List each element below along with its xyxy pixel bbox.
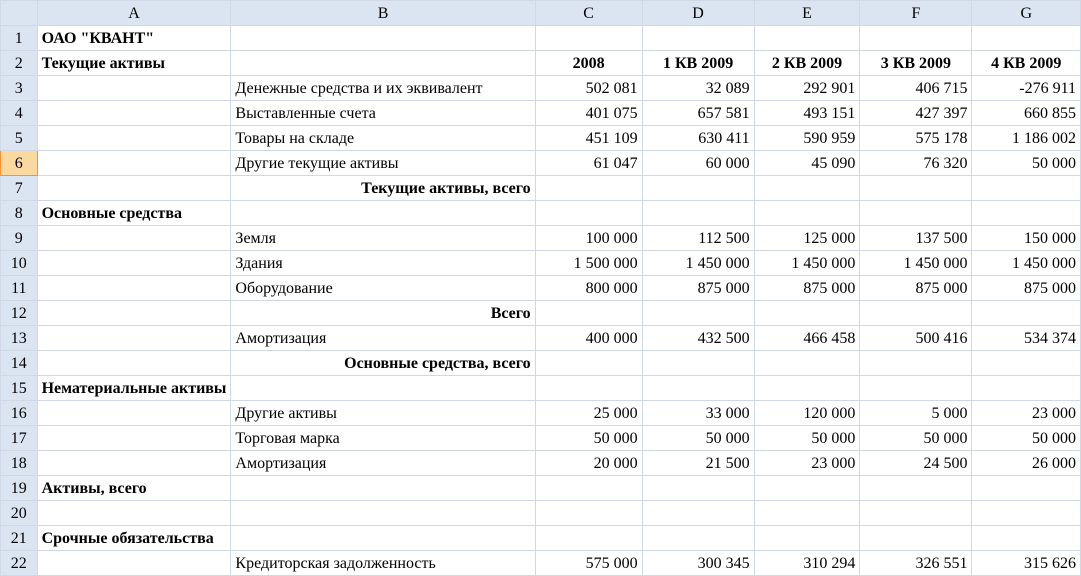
row-header[interactable]: 4 xyxy=(1,101,38,126)
cell-c[interactable]: 575 000 xyxy=(535,551,642,576)
cell-b[interactable]: Другие активы xyxy=(231,401,535,426)
cell-a[interactable] xyxy=(37,101,231,126)
cell-f[interactable]: 1 450 000 xyxy=(860,251,972,276)
row-header[interactable]: 21 xyxy=(1,526,38,551)
cell-a[interactable]: Текущие активы xyxy=(37,51,231,76)
select-all-corner[interactable] xyxy=(1,1,38,26)
cell-a[interactable] xyxy=(37,126,231,151)
cell-f[interactable] xyxy=(860,26,972,51)
cell-b[interactable]: Здания xyxy=(231,251,535,276)
cell-a[interactable]: Срочные обязательства xyxy=(37,526,231,551)
column-header-e[interactable]: E xyxy=(754,1,860,26)
cell-g[interactable]: 875 000 xyxy=(972,276,1081,301)
cell-d[interactable]: 33 000 xyxy=(642,401,754,426)
cell-d[interactable]: 60 000 xyxy=(642,151,754,176)
table-row xyxy=(1,476,1081,501)
row-header[interactable]: 14 xyxy=(1,351,38,376)
row-header[interactable]: 13 xyxy=(1,326,38,351)
cell-e[interactable]: 120 000 xyxy=(754,401,860,426)
cell-g[interactable] xyxy=(972,201,1081,226)
cell-d[interactable] xyxy=(642,476,754,501)
column-header-c[interactable]: C xyxy=(535,1,642,26)
cell-g[interactable]: 534 374 xyxy=(972,326,1081,351)
cell-g[interactable]: -276 911 xyxy=(972,76,1081,101)
cell-c[interactable] xyxy=(535,476,642,501)
column-header-a[interactable]: A xyxy=(37,1,231,26)
table-row xyxy=(1,101,1081,126)
cell-b[interactable]: Земля xyxy=(231,226,535,251)
cell-b[interactable]: Кредиторская задолженность xyxy=(231,551,535,576)
cell-g[interactable] xyxy=(972,526,1081,551)
cell-d[interactable] xyxy=(642,201,754,226)
cell-a[interactable] xyxy=(37,226,231,251)
table-row xyxy=(1,26,1081,51)
table-row xyxy=(1,401,1081,426)
cell-d[interactable]: 1 450 000 xyxy=(642,251,754,276)
row-header[interactable]: 20 xyxy=(1,501,38,526)
cell-e[interactable] xyxy=(754,501,860,526)
table-row xyxy=(1,251,1081,276)
table-row xyxy=(1,51,1081,76)
cell-g[interactable]: 4 КВ 2009 xyxy=(972,51,1081,76)
cell-d[interactable] xyxy=(642,301,754,326)
cell-c[interactable]: 400 000 xyxy=(535,326,642,351)
cell-d[interactable]: 657 581 xyxy=(642,101,754,126)
table-row xyxy=(1,201,1081,226)
row-header[interactable]: 11 xyxy=(1,276,38,301)
cell-b[interactable] xyxy=(231,201,535,226)
column-header-b[interactable]: B xyxy=(231,1,535,26)
cell-e[interactable] xyxy=(754,176,860,201)
row-header[interactable]: 6 xyxy=(1,151,38,176)
cell-g[interactable] xyxy=(972,351,1081,376)
cell-c[interactable]: 25 000 xyxy=(535,401,642,426)
cell-g[interactable]: 23 000 xyxy=(972,401,1081,426)
cell-e[interactable]: 875 000 xyxy=(754,276,860,301)
row-header[interactable]: 8 xyxy=(1,201,38,226)
cell-a[interactable]: Активы, всего xyxy=(37,476,231,501)
table-row xyxy=(1,526,1081,551)
cell-d[interactable]: 630 411 xyxy=(642,126,754,151)
table-row xyxy=(1,426,1081,451)
sheet-body xyxy=(1,26,1081,576)
cell-f[interactable]: 875 000 xyxy=(860,276,972,301)
cell-a[interactable] xyxy=(37,451,231,476)
cell-b[interactable]: Другие текущие активы xyxy=(231,151,535,176)
cell-c[interactable]: 20 000 xyxy=(535,451,642,476)
cell-b[interactable]: Основные средства, всего xyxy=(231,351,535,376)
cell-f[interactable] xyxy=(860,501,972,526)
cell-g[interactable]: 26 000 xyxy=(972,451,1081,476)
column-header-g[interactable]: G xyxy=(972,1,1081,26)
row-header[interactable]: 7 xyxy=(1,176,38,201)
cell-f[interactable]: 326 551 xyxy=(860,551,972,576)
cell-c[interactable] xyxy=(535,26,642,51)
cell-c[interactable]: 401 075 xyxy=(535,101,642,126)
cell-c[interactable] xyxy=(535,301,642,326)
cell-d[interactable]: 32 089 xyxy=(642,76,754,101)
cell-c[interactable]: 50 000 xyxy=(535,426,642,451)
cell-c[interactable] xyxy=(535,501,642,526)
row-header[interactable]: 9 xyxy=(1,226,38,251)
cell-c[interactable] xyxy=(535,376,642,401)
cell-a[interactable]: Основные средства xyxy=(37,201,231,226)
row-header[interactable]: 12 xyxy=(1,301,38,326)
cell-b[interactable]: Амортизация xyxy=(231,451,535,476)
row-header[interactable]: 19 xyxy=(1,476,38,501)
column-header-f[interactable]: F xyxy=(860,1,972,26)
cell-b[interactable]: Денежные средства и их эквивалент xyxy=(231,76,535,101)
cell-c[interactable] xyxy=(535,526,642,551)
cell-e[interactable] xyxy=(754,526,860,551)
cell-g[interactable] xyxy=(972,26,1081,51)
row-header[interactable]: 16 xyxy=(1,401,38,426)
column-header-row xyxy=(1,1,1081,26)
cell-f[interactable] xyxy=(860,201,972,226)
cell-a[interactable] xyxy=(37,76,231,101)
cell-d[interactable] xyxy=(642,501,754,526)
cell-b[interactable] xyxy=(231,376,535,401)
cell-e[interactable]: 310 294 xyxy=(754,551,860,576)
cell-e[interactable]: 292 901 xyxy=(754,76,860,101)
table-row xyxy=(1,226,1081,251)
cell-b[interactable]: Оборудование xyxy=(231,276,535,301)
cell-d[interactable] xyxy=(642,26,754,51)
cell-d[interactable] xyxy=(642,351,754,376)
cell-b[interactable]: Всего xyxy=(231,301,535,326)
cell-g[interactable]: 315 626 xyxy=(972,551,1081,576)
table-row xyxy=(1,76,1081,101)
table-row xyxy=(1,501,1081,526)
cell-c[interactable]: 451 109 xyxy=(535,126,642,151)
cell-f[interactable] xyxy=(860,526,972,551)
table-row xyxy=(1,551,1081,576)
cell-b[interactable]: Амортизация xyxy=(231,326,535,351)
table-row xyxy=(1,301,1081,326)
cell-d[interactable]: 1 КВ 2009 xyxy=(642,51,754,76)
row-header[interactable]: 3 xyxy=(1,76,38,101)
cell-b[interactable] xyxy=(231,476,535,501)
cell-e[interactable]: 466 458 xyxy=(754,326,860,351)
column-header-d[interactable]: D xyxy=(642,1,754,26)
cell-b[interactable]: Товары на складе xyxy=(231,126,535,151)
cell-c[interactable] xyxy=(535,176,642,201)
cell-e[interactable] xyxy=(754,301,860,326)
cell-g[interactable] xyxy=(972,476,1081,501)
cell-f[interactable]: 500 416 xyxy=(860,326,972,351)
table-row xyxy=(1,451,1081,476)
cell-d[interactable] xyxy=(642,376,754,401)
cell-e[interactable]: 45 090 xyxy=(754,151,860,176)
cell-b[interactable] xyxy=(231,526,535,551)
cell-a[interactable] xyxy=(37,326,231,351)
cell-g[interactable]: 1 450 000 xyxy=(972,251,1081,276)
cell-d[interactable] xyxy=(642,176,754,201)
cell-c[interactable] xyxy=(535,351,642,376)
cell-f[interactable] xyxy=(860,301,972,326)
cell-b[interactable] xyxy=(231,26,535,51)
cell-g[interactable] xyxy=(972,376,1081,401)
cell-c[interactable]: 100 000 xyxy=(535,226,642,251)
cell-f[interactable] xyxy=(860,376,972,401)
cell-f[interactable]: 137 500 xyxy=(860,226,972,251)
cell-d[interactable]: 300 345 xyxy=(642,551,754,576)
row-header[interactable]: 15 xyxy=(1,376,38,401)
cell-a[interactable] xyxy=(37,251,231,276)
cell-g[interactable] xyxy=(972,176,1081,201)
cell-f[interactable]: 575 178 xyxy=(860,126,972,151)
cell-c[interactable]: 2008 xyxy=(535,51,642,76)
cell-e[interactable] xyxy=(754,351,860,376)
cell-e[interactable] xyxy=(754,376,860,401)
cell-f[interactable]: 24 500 xyxy=(860,451,972,476)
cell-a[interactable] xyxy=(37,501,231,526)
cell-e[interactable]: 2 КВ 2009 xyxy=(754,51,860,76)
table-row xyxy=(1,326,1081,351)
cell-a[interactable] xyxy=(37,151,231,176)
table-row xyxy=(1,126,1081,151)
cell-c[interactable] xyxy=(535,201,642,226)
table-row xyxy=(1,376,1081,401)
row-header[interactable]: 1 xyxy=(1,26,38,51)
cell-f[interactable] xyxy=(860,476,972,501)
cell-a[interactable] xyxy=(37,551,231,576)
cell-a[interactable] xyxy=(37,401,231,426)
cell-d[interactable]: 21 500 xyxy=(642,451,754,476)
cell-b[interactable] xyxy=(231,51,535,76)
cell-c[interactable]: 1 500 000 xyxy=(535,251,642,276)
row-header[interactable]: 10 xyxy=(1,251,38,276)
table-row xyxy=(1,151,1081,176)
row-header[interactable]: 18 xyxy=(1,451,38,476)
cell-a[interactable] xyxy=(37,301,231,326)
cell-e[interactable]: 1 450 000 xyxy=(754,251,860,276)
cell-a[interactable] xyxy=(37,176,231,201)
cell-e[interactable]: 493 151 xyxy=(754,101,860,126)
cell-g[interactable]: 660 855 xyxy=(972,101,1081,126)
cell-g[interactable]: 50 000 xyxy=(972,426,1081,451)
cell-b[interactable]: Выставленные счета xyxy=(231,101,535,126)
cell-c[interactable]: 800 000 xyxy=(535,276,642,301)
cell-f[interactable]: 3 КВ 2009 xyxy=(860,51,972,76)
cell-d[interactable]: 112 500 xyxy=(642,226,754,251)
cell-a[interactable]: ОАО "КВАНТ" xyxy=(37,26,231,51)
cell-a[interactable] xyxy=(37,276,231,301)
cell-e[interactable]: 125 000 xyxy=(754,226,860,251)
cell-d[interactable] xyxy=(642,526,754,551)
cell-g[interactable] xyxy=(972,501,1081,526)
cell-b[interactable]: Торговая марка xyxy=(231,426,535,451)
row-header[interactable]: 2 xyxy=(1,51,38,76)
cell-g[interactable] xyxy=(972,301,1081,326)
cell-d[interactable]: 875 000 xyxy=(642,276,754,301)
row-header[interactable]: 5 xyxy=(1,126,38,151)
cell-a[interactable] xyxy=(37,351,231,376)
cell-e[interactable]: 23 000 xyxy=(754,451,860,476)
cell-e[interactable]: 50 000 xyxy=(754,426,860,451)
cell-b[interactable] xyxy=(231,501,535,526)
cell-b[interactable]: Текущие активы, всего xyxy=(231,176,535,201)
cell-e[interactable]: 590 959 xyxy=(754,126,860,151)
cell-f[interactable]: 406 715 xyxy=(860,76,972,101)
cell-g[interactable]: 1 186 002 xyxy=(972,126,1081,151)
cell-c[interactable]: 502 081 xyxy=(535,76,642,101)
row-header[interactable]: 22 xyxy=(1,551,38,576)
table-row xyxy=(1,351,1081,376)
cell-a[interactable] xyxy=(37,426,231,451)
cell-f[interactable] xyxy=(860,351,972,376)
cell-f[interactable]: 427 397 xyxy=(860,101,972,126)
cell-f[interactable] xyxy=(860,176,972,201)
table-row xyxy=(1,176,1081,201)
row-header[interactable]: 17 xyxy=(1,426,38,451)
cell-e[interactable] xyxy=(754,476,860,501)
cell-e[interactable] xyxy=(754,201,860,226)
table-row xyxy=(1,276,1081,301)
cell-d[interactable]: 432 500 xyxy=(642,326,754,351)
cell-g[interactable]: 150 000 xyxy=(972,226,1081,251)
cell-f[interactable]: 76 320 xyxy=(860,151,972,176)
cell-c[interactable]: 61 047 xyxy=(535,151,642,176)
cell-f[interactable]: 5 000 xyxy=(860,401,972,426)
cell-d[interactable]: 50 000 xyxy=(642,426,754,451)
cell-a[interactable]: Нематериальные активы xyxy=(37,376,231,401)
cell-f[interactable]: 50 000 xyxy=(860,426,972,451)
cell-g[interactable]: 50 000 xyxy=(972,151,1081,176)
cell-e[interactable] xyxy=(754,26,860,51)
